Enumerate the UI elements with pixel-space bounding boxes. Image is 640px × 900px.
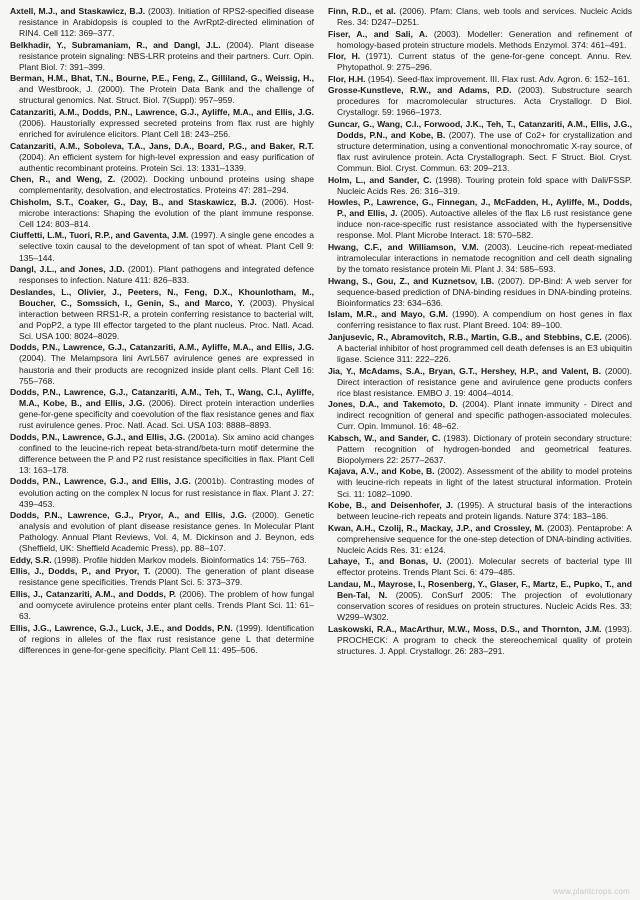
reference-authors: Islam, M.R., and Mayo, G.M. [328, 309, 448, 320]
reference-authors: Chisholm, S.T., Coaker, G., Day, B., and Staskawicz, B.J. [10, 196, 257, 207]
reference-entry [10, 40, 314, 73]
reference-entry [328, 119, 632, 174]
reference-text: (2000). Genetic analysis and evolution of plant disease resistance genes. In Molecular Plant Pathology. Annual Plant Reviews, Vol. 4, M. Dickinson and J. Beynon, eds (Sheffield, UK: Sheffield Academic Press), pp. 88–107. [19, 510, 314, 554]
reference-entry [10, 387, 314, 431]
reference-authors: Kajava, A.V., and Kobe, B. [328, 466, 435, 477]
reference-entry [328, 433, 632, 466]
reference-authors: Chen, R., and Weng, Z. [10, 174, 116, 185]
reference-text: (2006). Haustorially expressed secreted proteins from flax rust are highly enriched for avirulence elicitors. Plant Cell 18: 243–256. [19, 117, 314, 140]
reference-entry [328, 523, 632, 556]
reference-entry [328, 242, 632, 275]
reference-text: (2003). Modeller: Generation and refinement of homology-based protein structure models. Methods Enzymol. 374: 461–491. [337, 28, 632, 50]
reference-authors: Hwang, S., Gou, Z., and Kuznetsov, I.B. [328, 275, 495, 286]
reference-text: (2003). Leucine-rich repeat-mediated intramolecular interactions in nematode recognition and cell death signaling by the tomato resistance protein Mi. Plant J. 34: 585–593. [337, 241, 632, 275]
reference-text: (2001). Plant pathogens and integrated defence responses to infection. Nature 411: 826–833. [19, 264, 314, 286]
reference-entry [328, 197, 632, 241]
reference-text: (2004). Plant disease resistance protein signaling: NBS-LRR proteins and their partners. Curr. Opin. Plant Biol. 7: 391–399. [19, 39, 314, 72]
reference-text: (2003). Substructure search procedures for macromolecular structures. Acta Crystallogr. D Biol. Crystallogr. 59: 1966–1973. [337, 85, 632, 118]
reference-authors: Janjusevic, R., Abramovitch, R.B., Martin, G.B., and Stebbins, C.E. [328, 331, 602, 342]
reference-text: (1993). PROCHECK: A program to check the stereochemical quality of protein structures. J. Appl. Crystallogr. 26: 283–291. [337, 623, 632, 656]
reference-text: (2001b). Contrasting modes of evolution acting on the complex N locus for rust resistance in flax. Plant J. 27: 439–453. [19, 476, 314, 509]
reference-entry [10, 342, 314, 386]
reference-authors: Guncar, G., Wang, C.I., Forwood, J.K., Teh, T., Catanzariti, A.M., Ellis, J.G., Dodds, P.N., and Kobe, B. [328, 118, 632, 141]
watermark: www.plantcrops.com [553, 887, 630, 896]
reference-text: (2000). Direct interaction of resistance gene and avirulence gene products confers rice blast resistance. EMBO J. 19: 4004–4014. [337, 365, 632, 398]
reference-entry [10, 476, 314, 509]
reference-entry [10, 73, 314, 106]
reference-entry [328, 500, 632, 522]
reference-authors: Ellis, J., Catanzariti, A.M., and Dodds, P. [10, 588, 177, 599]
reference-entry [328, 624, 632, 657]
reference-authors: Grosse-Kunstleve, R.W., and Adams, P.D. [328, 85, 512, 96]
reference-entry [10, 589, 314, 622]
reference-authors: Fiser, A., and Sali, A. [328, 28, 428, 39]
reference-text: (2003). Physical interaction between RRS1-R, a protein conferring resistance to bacterial wilt, and PopP2, a type III effector targeted to the plant nucleus. Proc. Natl. Acad. Sci. USA 100: 8024–8029. [19, 297, 314, 341]
reference-text: and Westbrook, J. (2000). The Protein Data Bank and the challenge of structural genomics. Nat. Struct. Biol. 7(Suppl): 957–959. [19, 84, 314, 106]
reference-text: (1990). A compendium on host genes in flax conferring resistance to flax rust. Plant Breed. 104: 89–100. [337, 309, 632, 331]
reference-authors: Ellis, J.G., Lawrence, G.J., Luck, J.E., and Dodds, P.N. [10, 622, 233, 633]
reference-text: (1954). Seed-flax improvement. III. Flax rust. Adv. Agron. 6: 152–161. [365, 73, 630, 84]
reference-authors: Axtell, M.J., and Staskawicz, B.J. [10, 6, 146, 16]
reference-entry [10, 141, 314, 174]
reference-column-left [10, 6, 314, 900]
reference-entry [10, 510, 314, 554]
reference-entry [328, 29, 632, 51]
reference-entry [10, 107, 314, 140]
reference-entry [10, 6, 314, 39]
reference-authors: Dodds, P.N., Lawrence, G.J., Catanzariti, A.M., Teh, T., Wang, C.I., Ayliffe, M.A., Kobe, B., and Ellis, J.G. [10, 387, 314, 409]
reference-text: (2006). Pfam: Clans, web tools and services. Nucleic Acids Res. 34: D247–D251. [337, 6, 632, 28]
reference-entry [328, 51, 632, 73]
reference-entry [328, 276, 632, 309]
reference-entry [328, 466, 632, 499]
reference-authors: Flor, H. [328, 51, 361, 62]
reference-authors: Flor, H.H. [328, 73, 366, 84]
reference-entry [10, 197, 314, 230]
reference-authors: Belkhadir, Y., Subramaniam, R., and Dangl, J.L. [10, 39, 221, 50]
reference-text: (2002). Assessment of the ability to model proteins with leucine-rich repeats in light of the latest structural information. Protein Sci. 11: 1082–1090. [337, 466, 632, 499]
reference-authors: Catanzariti, A.M., Soboleva, T.A., Jans, D.A., Board, P.G., and Baker, R.T. [10, 140, 314, 151]
reference-authors: Finn, R.D., et al. [328, 6, 396, 16]
reference-authors: Dangl, J.L., and Jones, J.D. [10, 264, 125, 275]
reference-authors: Deslandes, L., Olivier, J., Peeters, N., Feng, D.X., Khounlotham, M., Boucher, C., Somssich, I., Genin, S., and Marco, Y. [10, 286, 314, 308]
reference-entry [10, 623, 314, 656]
reference-entry [328, 399, 632, 432]
reference-authors: Hwang, C.F., and Williamson, V.M. [328, 241, 479, 252]
reference-text: (2001). Molecular secrets of bacterial type III effector proteins. Trends Plant Sci. 6: 479–485. [337, 556, 632, 578]
reference-text: (2003). Pentaprobe: A comprehensive sequence for the one-step detection of DNA-binding activities. Nucleic Acids Res. 31: e124. [337, 522, 632, 555]
reference-text: (1971). Current status of the gene-for-gene concept. Annu. Rev. Phytopathol. 9: 275–296. [337, 51, 632, 73]
reference-entry [328, 85, 632, 118]
reference-text: (1999). Identification of regions in alleles of the flax rust resistance gene L that determine differences in gene-for-gene specificity. Plant Cell 11: 495–506. [19, 622, 314, 655]
reference-text: (2004). Plant innate immunity - Direct and indirect recognition of general and specific pathogen-associated molecules. Curr. Opin. Immunol. 16: 48–62. [337, 399, 632, 432]
reference-entry [10, 566, 314, 588]
reference-entry [10, 432, 314, 476]
reference-authors: Dodds, P.N., Lawrence, G.J., and Ellis, J.G. [10, 476, 191, 487]
reference-entry [328, 366, 632, 399]
reference-entry [328, 309, 632, 331]
reference-entry [328, 579, 632, 623]
reference-entry [328, 556, 632, 578]
reference-entry [10, 174, 314, 196]
reference-text: (1998). Touring protein fold space with Dali/FSSP. Nucleic Acids Res. 26: 316–319. [337, 174, 632, 196]
reference-text: (2007). DP-Bind: A web server for sequence-based prediction of DNA-binding residues in DNA-binding proteins. Bioinformatics 23: 634–636. [337, 275, 632, 308]
reference-authors: Jones, D.A., and Takemoto, D. [328, 399, 458, 410]
reference-text: (2004). An efficient system for high-level expression and easy purification of authentic recombinant proteins. Protein Sci. 13: 1331–1339. [19, 151, 314, 173]
reference-text: (2005). ConSurf 2005: The projection of evolutionary conservation scores of residues on protein structures. Nucleic Acids Res. 33: W299–W302. [337, 589, 632, 623]
reference-authors: Kobe, B., and Deisenhofer, J. [328, 500, 454, 511]
reference-authors: Berman, H.M., Bhat, T.N., Bourne, P.E., Feng, Z., Gilliland, G., Weissig, H., [10, 73, 314, 84]
reference-authors: Kwan, A.H., Czolij, R., Mackay, J.P., and Crossley, M. [328, 522, 545, 533]
reference-authors: Landau, M., Mayrose, I., Rosenberg, Y., Glaser, F., Martz, E., Pupko, T., and Ben-Tal, N. [328, 578, 632, 600]
reference-text: (2003). Initiation of RPS2-specified disease resistance in Arabidopsis is coupled to the AvrRpt2-directed elimination of RIN4. Cell 112: 369–377. [19, 6, 314, 39]
reference-text: (1995). A structural basis of the interactions between leucine-rich repeats and protein ligands. Nature 374: 183–186. [337, 500, 632, 522]
reference-text: (2001a). Six amino acid changes confined to the leucine-rich repeat beta-strand/beta-turn motif determine the difference between the P and P2 rust resistance specificities in flax. Plant Cell 13: 163–178. [19, 431, 314, 475]
reference-authors: Dodds, P.N., Lawrence, G.J., Catanzariti, A.M., Ayliffe, M.A., and Ellis, J.G. [10, 342, 314, 353]
reference-text: (2006). A bacterial inhibitor of host programmed cell death defenses is an E3 ubiquitin ligase. Science 311: 222–226. [337, 331, 632, 364]
reference-text: (2006). The problem of how fungal and oomycete avirulence proteins enter plant cells. Trends Plant Sci. 11: 61–63. [19, 588, 314, 622]
reference-authors: Kabsch, W., and Sander, C. [328, 432, 441, 443]
reference-text: (2005). Autoactive alleles of the flax L6 rust resistance gene induce non-race-specific rust resistance associated with the hypersensitive response. Mol. Plant Microbe Interact. 18: 570–582. [337, 208, 632, 241]
reference-entry [10, 264, 314, 286]
reference-authors: Laskowski, R.A., MacArthur, M.W., Moss, D.S., and Thornton, J.M. [328, 623, 602, 634]
reference-text: (1983). Dictionary of protein secondary structure: Pattern recognition of hydrogen-bonded and geometrical features. Biopolymers 22: 2577–2637. [337, 432, 632, 465]
reference-authors: Lahaye, T., and Bonas, U. [328, 556, 442, 567]
reference-authors: Holm, L., and Sander, C. [328, 174, 432, 185]
reference-authors: Dodds, P.N., Lawrence, G.J., and Ellis, J.G. [10, 431, 186, 442]
reference-text: (1997). A single gene encodes a selective toxin causal to the development of tan spot of wheat. Plant Cell 9: 135–144. [19, 230, 314, 263]
reference-authors: Eddy, S.R. [10, 554, 52, 565]
reference-text: (1998). Profile hidden Markov models. Bioinformatics 14: 755–763. [51, 554, 307, 565]
reference-entry [328, 74, 632, 85]
reference-text: (2000). The generation of plant disease resistance gene specificities. Trends Plant Sci. 5: 373–379. [19, 566, 314, 588]
reference-authors: Howles, P., Lawrence, G., Finnegan, J., McFadden, H., Ayliffe, M., Dodds, P., and Ellis, J. [328, 197, 632, 219]
reference-text: (2004). The Melampsora lini AvrL567 avirulence genes are expressed in haustoria and their products are recognized inside plant cells. Plant Cell 16: 755–768. [19, 353, 314, 386]
reference-entry [10, 230, 314, 263]
reference-entry [328, 6, 632, 28]
reference-entry [328, 332, 632, 365]
reference-entry [10, 287, 314, 342]
reference-authors: Jia, Y., McAdams, S.A., Bryan, G.T., Hershey, H.P., and Valent, B. [328, 365, 602, 376]
reference-text: (2002). Docking unbound proteins using shape complementarity, desolvation, and electrostatics. Proteins 47: 281–294. [19, 174, 314, 196]
reference-entry [10, 555, 314, 566]
reference-authors: Ellis, J., Dodds, P., and Pryor, T. [10, 566, 151, 577]
reference-text: (2007). The use of Co2+ for crystallization and structure determination, using a conventional monochromatic X-ray source, of flax rust avirulence protein. Acta Crystallograph. Sect. F Struct. Biol. Cryst. Commun. Biol. Cryst. Commun. 63: 209–213. [337, 130, 632, 174]
reference-column-right [328, 6, 632, 900]
reference-authors: Dodds, P.N., Lawrence, G.J., Pryor, A., and Ellis, J.G. [10, 510, 247, 521]
reference-authors: Ciuffetti, L.M., Tuori, R.P., and Gaventa, J.M. [10, 230, 189, 241]
reference-text: (2006). Host-microbe interactions: Shaping the evolution of the plant immune response. Cell 124: 803–814. [19, 196, 314, 229]
reference-authors: Catanzariti, A.M., Dodds, P.N., Lawrence, G.J., Ayliffe, M.A., and Ellis, J.G. [10, 106, 314, 117]
reference-text: (2006). Direct protein interaction underlies gene-for-gene specificity and coevolution of the flax resistance genes and flax rust avirulence genes. Proc. Natl. Acad. Sci. USA 103: 8888–8893. [19, 398, 314, 431]
reference-entry [328, 175, 632, 197]
